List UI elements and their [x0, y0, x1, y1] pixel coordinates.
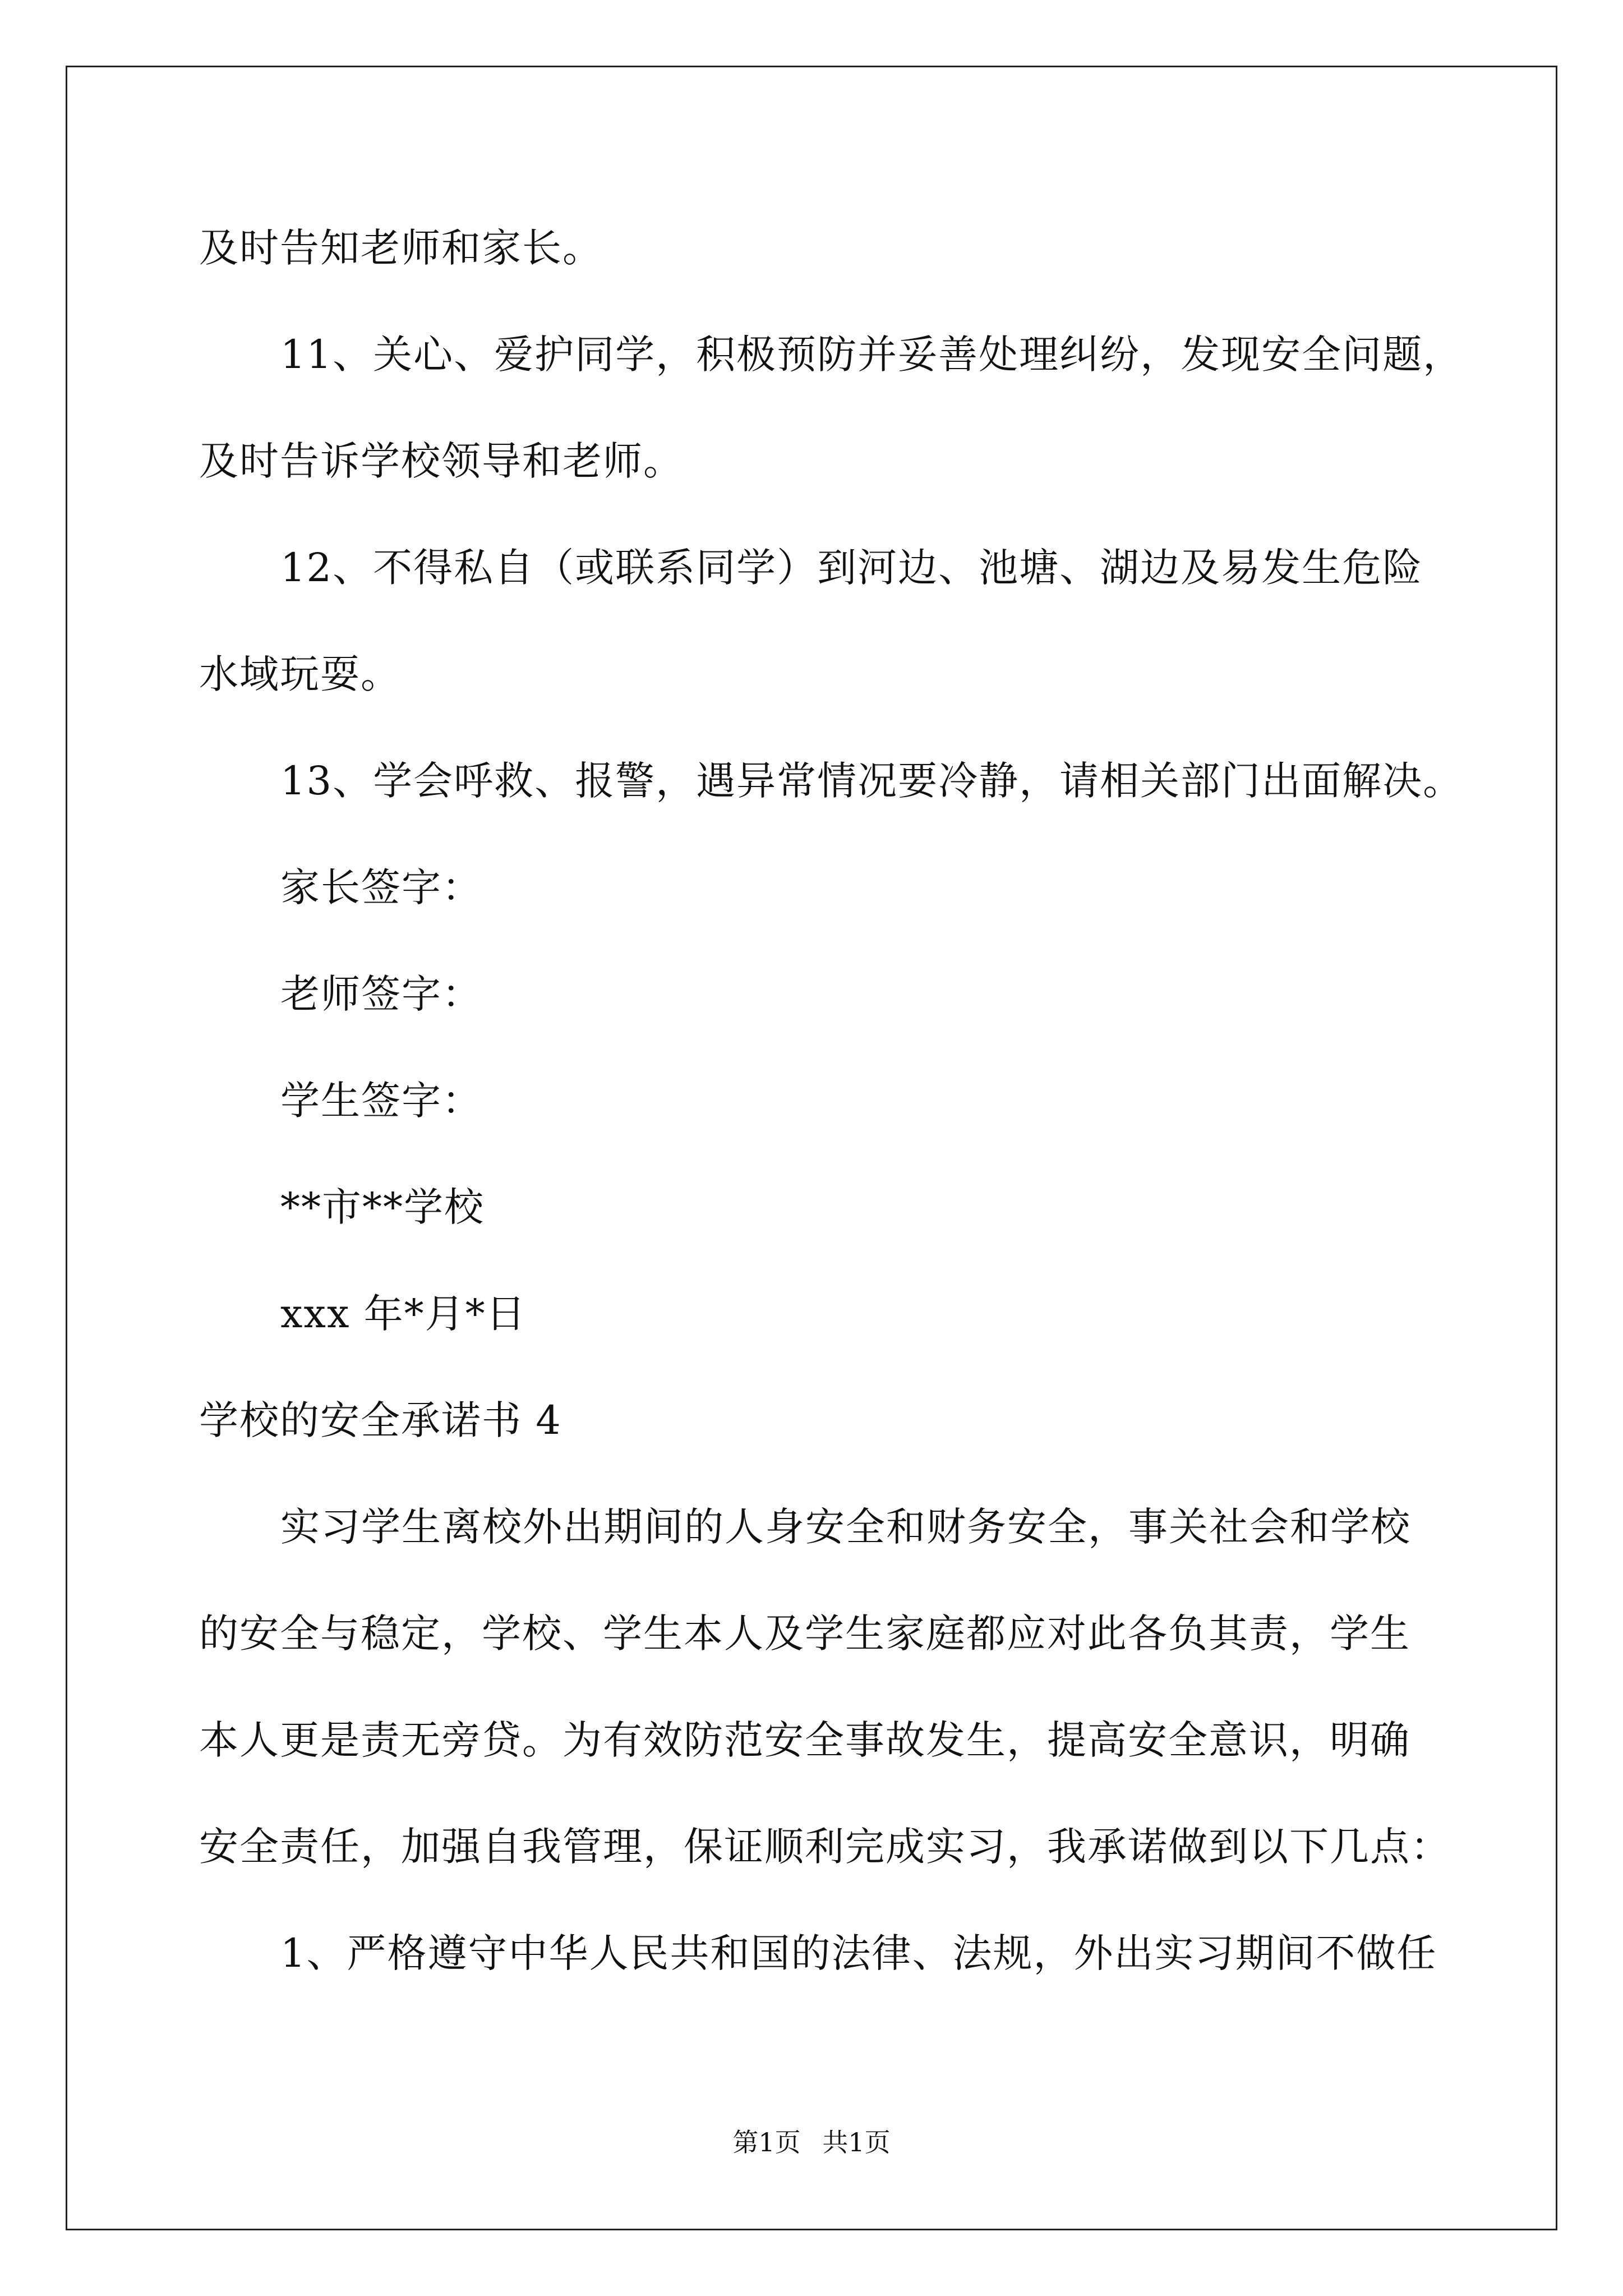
page-number-current: 第1页: [732, 2127, 801, 2157]
paragraph-line: 12、不得私自（或联系同学）到河边、池塘、湖边及易发生危险: [280, 545, 1423, 591]
paragraph-line: 水域玩耍。: [199, 651, 401, 697]
page-border: [66, 66, 1557, 2230]
paragraph-line: 的安全与稳定，学校、学生本人及学生家庭都应对此各负其责，学生: [199, 1611, 1410, 1657]
paragraph-line: 及时告知老师和家长。: [199, 225, 603, 271]
page-number-total: 共1页: [822, 2127, 891, 2157]
date-line: xxx 年*月*日: [280, 1291, 527, 1337]
paragraph-line: 安全责任，加强自我管理，保证顺利完成实习，我承诺做到以下几点：: [199, 1824, 1451, 1870]
teacher-signature-label: 老师签字：: [280, 971, 482, 1017]
page-footer: [0, 2125, 1623, 2159]
school-name: **市**学校: [280, 1184, 485, 1230]
parent-signature-label: 家长签字：: [280, 864, 482, 910]
section-title: 学校的安全承诺书 4: [199, 1397, 562, 1443]
student-signature-label: 学生签字：: [280, 1078, 482, 1124]
paragraph-line: 及时告诉学校领导和老师。: [199, 438, 684, 484]
paragraph-line: 实习学生离校外出期间的人身安全和财务安全，事关社会和学校: [280, 1504, 1411, 1550]
paragraph-line: 1、严格遵守中华人民共和国的法律、法规，外出实习期间不做任: [280, 1930, 1437, 1976]
paragraph-line: 本人更是责无旁贷。为有效防范安全事故发生，提高安全意识，明确: [199, 1717, 1410, 1763]
paragraph-line: 13、学会呼救、报警，遇异常情况要冷静，请相关部门出面解决。: [280, 758, 1464, 804]
paragraph-line: 11、关心、爱护同学，积极预防并妥善处理纠纷，发现安全问题，: [280, 332, 1464, 378]
